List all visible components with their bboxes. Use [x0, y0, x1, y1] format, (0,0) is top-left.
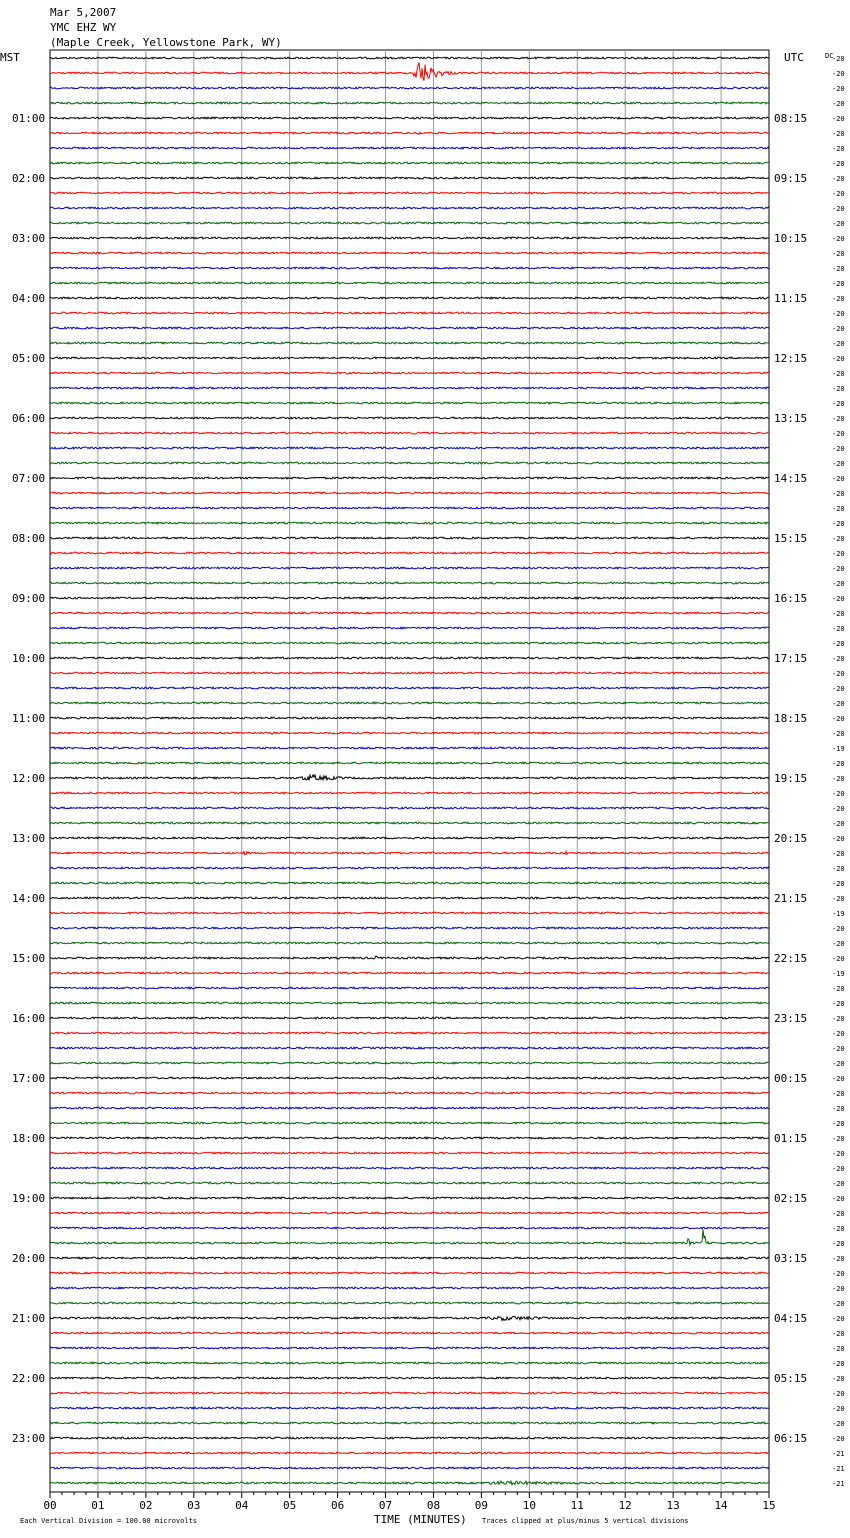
- dc-offset-label: -20: [832, 595, 845, 603]
- trace-73: [50, 1137, 769, 1139]
- dc-offset-label: -19: [832, 970, 845, 978]
- x-tick-label: 01: [91, 1499, 105, 1512]
- utc-hour-label: 06:15: [774, 1432, 808, 1445]
- dc-offset-label: -20: [832, 790, 845, 798]
- trace-48: [50, 762, 769, 764]
- trace-54: [50, 851, 769, 855]
- trace-55: [50, 867, 769, 869]
- dc-offset-label: -20: [832, 1210, 845, 1218]
- mst-hour-label: 13:00: [12, 832, 46, 845]
- dc-offset-label: -20: [832, 1075, 845, 1083]
- trace-64: [50, 1002, 769, 1004]
- dc-offset-label: -20: [832, 145, 845, 153]
- dc-offset-label: -20: [832, 310, 845, 318]
- dc-offset-label: -20: [832, 1345, 845, 1353]
- mst-hour-label: 11:00: [12, 712, 46, 725]
- dc-offset-label: -20: [832, 175, 845, 183]
- trace-62: [50, 972, 769, 974]
- trace-27: [50, 447, 769, 449]
- trace-53: [50, 837, 769, 839]
- x-tick-label: 09: [474, 1499, 489, 1512]
- trace-12: [50, 222, 769, 224]
- utc-hour-label: 09:15: [774, 172, 808, 185]
- trace-52: [50, 822, 769, 824]
- trace-94: [50, 1452, 769, 1454]
- trace-28: [50, 462, 769, 464]
- trace-83: [50, 1287, 769, 1289]
- dc-offset-label: -20: [832, 655, 845, 663]
- dc-offset-label: -20: [832, 460, 845, 468]
- dc-offset-label: -20: [832, 880, 845, 888]
- x-tick-label: 00: [43, 1499, 57, 1512]
- trace-26: [50, 432, 769, 434]
- utc-hour-label: 16:15: [774, 592, 808, 605]
- trace-70: [50, 1092, 769, 1094]
- dc-offset-label: -20: [832, 1255, 845, 1263]
- dc-offset-label: -20: [832, 1165, 845, 1173]
- trace-9: [50, 177, 769, 179]
- dc-offset-label: -20: [832, 85, 845, 93]
- trace-77: [50, 1197, 769, 1199]
- trace-3: [50, 87, 769, 89]
- trace-40: [50, 642, 769, 644]
- mst-hour-label: 10:00: [12, 652, 46, 665]
- dc-offset-label: -20: [832, 445, 845, 453]
- trace-10: [50, 192, 769, 194]
- trace-63: [50, 987, 769, 989]
- dc-offset-label: -20: [832, 160, 845, 168]
- utc-hour-label: 19:15: [774, 772, 808, 785]
- dc-offset-label: -20: [832, 1045, 845, 1053]
- mst-hour-label: 05:00: [12, 352, 46, 365]
- trace-45: [50, 717, 769, 719]
- dc-offset-label: -20: [832, 685, 845, 693]
- dc-offset-label: -20: [832, 805, 845, 813]
- trace-29: [50, 477, 769, 479]
- trace-95: [50, 1467, 769, 1469]
- x-tick-label: 11: [570, 1499, 584, 1512]
- trace-89: [50, 1377, 769, 1379]
- footer-left-note: Each Vertical Division = 100.00 microvolts: [20, 1517, 198, 1525]
- trace-51: [50, 807, 769, 809]
- trace-56: [50, 882, 769, 884]
- utc-hour-label: 05:15: [774, 1372, 808, 1385]
- utc-hour-label: 14:15: [774, 472, 808, 485]
- utc-hour-label: 21:15: [774, 892, 808, 905]
- trace-18: [50, 312, 769, 314]
- trace-87: [50, 1347, 769, 1349]
- chart-title-line-3: (Maple Creek, Yellowstone Park, WY): [50, 36, 282, 49]
- dc-offset-label: -20: [832, 325, 845, 333]
- trace-47: [50, 747, 769, 749]
- trace-93: [50, 1437, 769, 1439]
- dc-offset-label: -20: [832, 1420, 845, 1428]
- mst-hour-label: 01:00: [12, 112, 46, 125]
- mst-hour-label: 03:00: [12, 232, 46, 245]
- trace-76: [50, 1182, 769, 1184]
- dc-offset-label: -20: [832, 1150, 845, 1158]
- dc-offset-label: -20: [832, 730, 845, 738]
- trace-22: [50, 372, 769, 374]
- dc-offset-label: -20: [832, 520, 845, 528]
- trace-14: [50, 252, 769, 254]
- x-tick-label: 15: [762, 1499, 776, 1512]
- trace-85: [50, 1316, 769, 1320]
- trace-84: [50, 1302, 769, 1304]
- dc-offset-label: -20: [832, 370, 845, 378]
- trace-75: [50, 1167, 769, 1169]
- trace-66: [50, 1032, 769, 1034]
- utc-hour-label: 04:15: [774, 1312, 808, 1325]
- trace-5: [50, 117, 769, 119]
- trace-33: [50, 537, 769, 539]
- mst-hour-label: 23:00: [12, 1432, 46, 1445]
- dc-offset-label: -20: [832, 490, 845, 498]
- trace-49: [50, 775, 769, 781]
- utc-hour-label: 13:15: [774, 412, 808, 425]
- dc-offset-label: -20: [832, 1000, 845, 1008]
- dc-offset-label: -20: [832, 1435, 845, 1443]
- mst-hour-label: 12:00: [12, 772, 46, 785]
- trace-72: [50, 1122, 769, 1124]
- dc-offset-label: -20: [832, 550, 845, 558]
- trace-38: [50, 612, 769, 614]
- trace-25: [50, 417, 769, 419]
- trace-23: [50, 387, 769, 389]
- utc-hour-label: 23:15: [774, 1012, 808, 1025]
- mst-hour-label: 08:00: [12, 532, 46, 545]
- utc-hour-label: 12:15: [774, 352, 808, 365]
- dc-offset-label: -20: [832, 625, 845, 633]
- dc-offset-label: -20: [832, 565, 845, 573]
- trace-32: [50, 522, 769, 524]
- dc-offset-label: -20: [832, 475, 845, 483]
- x-tick-label: 12: [618, 1499, 632, 1512]
- trace-68: [50, 1062, 769, 1064]
- dc-offset-label: -20: [832, 1285, 845, 1293]
- dc-offset-label: -20: [832, 865, 845, 873]
- dc-offset-label: -20: [832, 1225, 845, 1233]
- dc-offset-label: -20: [832, 1315, 845, 1323]
- utc-hour-label: 18:15: [774, 712, 808, 725]
- dc-offset-label: -20: [832, 715, 845, 723]
- dc-offset-label: -20: [832, 280, 845, 288]
- trace-30: [50, 492, 769, 494]
- x-tick-label: 14: [714, 1499, 728, 1512]
- x-tick-label: 03: [187, 1499, 201, 1512]
- dc-offset-label: -20: [832, 895, 845, 903]
- dc-offset-label: -20: [832, 580, 845, 588]
- dc-offset-label: -20: [832, 1270, 845, 1278]
- trace-92: [50, 1422, 769, 1424]
- dc-offset-label: -20: [832, 700, 845, 708]
- x-tick-label: 06: [330, 1499, 345, 1512]
- utc-hour-label: 03:15: [774, 1252, 808, 1265]
- trace-82: [50, 1272, 769, 1274]
- trace-43: [50, 687, 769, 689]
- dc-offset-label: -20: [832, 400, 845, 408]
- utc-hour-label: 00:15: [774, 1072, 808, 1085]
- dc-offset-label: -20: [832, 775, 845, 783]
- trace-80: [50, 1230, 769, 1245]
- trace-15: [50, 267, 769, 269]
- dc-offset-label: -20: [832, 1030, 845, 1038]
- mst-hour-label: 02:00: [12, 172, 46, 185]
- dc-offset-label: -20: [832, 1375, 845, 1383]
- trace-46: [50, 732, 769, 734]
- dc-offset-label: -20: [832, 205, 845, 213]
- dc-offset-label: -20: [832, 535, 845, 543]
- dc-offset-label: -20: [832, 940, 845, 948]
- mst-hour-label: 17:00: [12, 1072, 46, 1085]
- trace-4: [50, 102, 769, 104]
- trace-71: [50, 1107, 769, 1109]
- dc-offset-label: -20: [832, 1090, 845, 1098]
- trace-58: [50, 912, 769, 914]
- dc-offset-label: -20: [832, 1105, 845, 1113]
- dc-offset-label: -20: [832, 985, 845, 993]
- dc-offset-label: -20: [832, 1135, 845, 1143]
- trace-8: [50, 162, 769, 164]
- dc-offset-label: -20: [832, 1300, 845, 1308]
- trace-21: [50, 357, 769, 359]
- dc-offset-label: -20: [832, 1390, 845, 1398]
- dc-offset-label: -19: [832, 910, 845, 918]
- dc-offset-label: -20: [832, 415, 845, 423]
- dc-offset-label: -20: [832, 1405, 845, 1413]
- utc-hour-label: 20:15: [774, 832, 808, 845]
- trace-67: [50, 1047, 769, 1049]
- plot-frame: [50, 50, 769, 1492]
- mst-hour-label: 18:00: [12, 1132, 46, 1145]
- dc-offset-label: -20: [832, 100, 845, 108]
- x-tick-label: 10: [522, 1499, 536, 1512]
- dc-offset-label: -20: [832, 820, 845, 828]
- dc-offset-label: -20: [832, 55, 845, 63]
- trace-81: [50, 1257, 769, 1259]
- dc-offset-label: -20: [832, 850, 845, 858]
- x-tick-label: 04: [235, 1499, 249, 1512]
- trace-35: [50, 567, 769, 569]
- utc-hour-label: 15:15: [774, 532, 808, 545]
- footer-right-note: Traces clipped at plus/minus 5 vertical divisions: [482, 1517, 689, 1525]
- mst-hour-label: 14:00: [12, 892, 46, 905]
- mst-hour-label: 21:00: [12, 1312, 46, 1325]
- dc-offset-label: -20: [832, 1180, 845, 1188]
- dc-offset-label: -20: [832, 355, 845, 363]
- dc-offset-label: -20: [832, 130, 845, 138]
- trace-57: [50, 897, 769, 899]
- dc-offset-label: -20: [832, 760, 845, 768]
- trace-39: [50, 627, 769, 629]
- utc-hour-label: 02:15: [774, 1192, 808, 1205]
- dc-offset-label: -20: [832, 670, 845, 678]
- dc-offset-label: -21: [832, 1480, 845, 1488]
- dc-offset-label: -20: [832, 1330, 845, 1338]
- trace-90: [50, 1392, 769, 1394]
- x-tick-label: 13: [666, 1499, 680, 1512]
- utc-hour-label: 01:15: [774, 1132, 808, 1145]
- trace-17: [50, 297, 769, 299]
- trace-24: [50, 402, 769, 404]
- dc-offset-label: -20: [832, 235, 845, 243]
- trace-42: [50, 672, 769, 674]
- dc-offset-label: -20: [832, 1360, 845, 1368]
- trace-36: [50, 582, 769, 584]
- trace-13: [50, 237, 769, 239]
- mst-hour-label: 06:00: [12, 412, 46, 425]
- x-axis-label: TIME (MINUTES): [374, 1513, 467, 1526]
- dc-offset-label: -20: [832, 505, 845, 513]
- trace-20: [50, 342, 769, 344]
- left-axis-label: MST: [0, 51, 20, 64]
- dc-offset-label: -20: [832, 340, 845, 348]
- utc-hour-label: 08:15: [774, 112, 808, 125]
- trace-16: [50, 282, 769, 284]
- trace-37: [50, 597, 769, 599]
- chart-title-line-1: Mar 5,2007: [50, 6, 117, 19]
- utc-hour-label: 22:15: [774, 952, 808, 965]
- trace-50: [50, 792, 769, 794]
- dc-offset-label: -20: [832, 835, 845, 843]
- mst-hour-label: 04:00: [12, 292, 46, 305]
- utc-hour-label: 11:15: [774, 292, 808, 305]
- trace-79: [50, 1227, 769, 1229]
- trace-31: [50, 507, 769, 509]
- dc-label: DC: [825, 52, 834, 60]
- mst-hour-label: 16:00: [12, 1012, 46, 1025]
- dc-offset-label: -20: [832, 1060, 845, 1068]
- mst-hour-label: 22:00: [12, 1372, 46, 1385]
- dc-offset-label: -20: [832, 220, 845, 228]
- trace-60: [50, 942, 769, 944]
- trace-96: [50, 1481, 769, 1485]
- trace-34: [50, 552, 769, 554]
- label-layer: [12, 55, 845, 1512]
- utc-hour-label: 17:15: [774, 652, 808, 665]
- trace-91: [50, 1407, 769, 1409]
- trace-65: [50, 1017, 769, 1019]
- trace-74: [50, 1152, 769, 1154]
- dc-offset-label: -20: [832, 640, 845, 648]
- dc-offset-label: -20: [832, 610, 845, 618]
- dc-offset-label: -20: [832, 295, 845, 303]
- dc-offset-label: -20: [832, 70, 845, 78]
- dc-offset-label: -20: [832, 1120, 845, 1128]
- dc-offset-label: -21: [832, 1450, 845, 1458]
- trace-88: [50, 1362, 769, 1364]
- trace-41: [50, 657, 769, 659]
- trace-86: [50, 1332, 769, 1334]
- chart-title-line-2: YMC EHZ WY: [50, 21, 117, 34]
- x-tick-label: 08: [426, 1499, 441, 1512]
- dc-offset-label: -20: [832, 1195, 845, 1203]
- trace-69: [50, 1077, 769, 1079]
- trace-layer: [50, 57, 769, 1485]
- dc-offset-label: -20: [832, 265, 845, 273]
- utc-hour-label: 10:15: [774, 232, 808, 245]
- trace-2: [50, 63, 769, 81]
- dc-offset-label: -20: [832, 190, 845, 198]
- trace-11: [50, 207, 769, 209]
- trace-7: [50, 147, 769, 149]
- trace-6: [50, 132, 769, 134]
- mst-hour-label: 15:00: [12, 952, 46, 965]
- trace-44: [50, 702, 769, 704]
- trace-59: [50, 927, 769, 929]
- mst-hour-label: 20:00: [12, 1252, 46, 1265]
- dc-offset-label: -20: [832, 1240, 845, 1248]
- trace-78: [50, 1212, 769, 1214]
- dc-offset-label: -21: [832, 1465, 845, 1473]
- dc-offset-label: -20: [832, 925, 845, 933]
- dc-offset-label: -19: [832, 745, 845, 753]
- dc-offset-label: -20: [832, 115, 845, 123]
- x-tick-label: 07: [378, 1499, 393, 1512]
- mst-hour-label: 09:00: [12, 592, 46, 605]
- dc-offset-label: -20: [832, 250, 845, 258]
- trace-61: [50, 956, 769, 959]
- dc-offset-label: -20: [832, 385, 845, 393]
- x-tick-label: 05: [283, 1499, 297, 1512]
- dc-offset-label: -20: [832, 430, 845, 438]
- mst-hour-label: 19:00: [12, 1192, 46, 1205]
- right-axis-label: UTC: [784, 51, 804, 64]
- dc-offset-label: -20: [832, 1015, 845, 1023]
- trace-1: [50, 57, 769, 59]
- dc-offset-label: -20: [832, 955, 845, 963]
- mst-hour-label: 07:00: [12, 472, 46, 485]
- x-tick-label: 02: [139, 1499, 153, 1512]
- trace-19: [50, 327, 769, 329]
